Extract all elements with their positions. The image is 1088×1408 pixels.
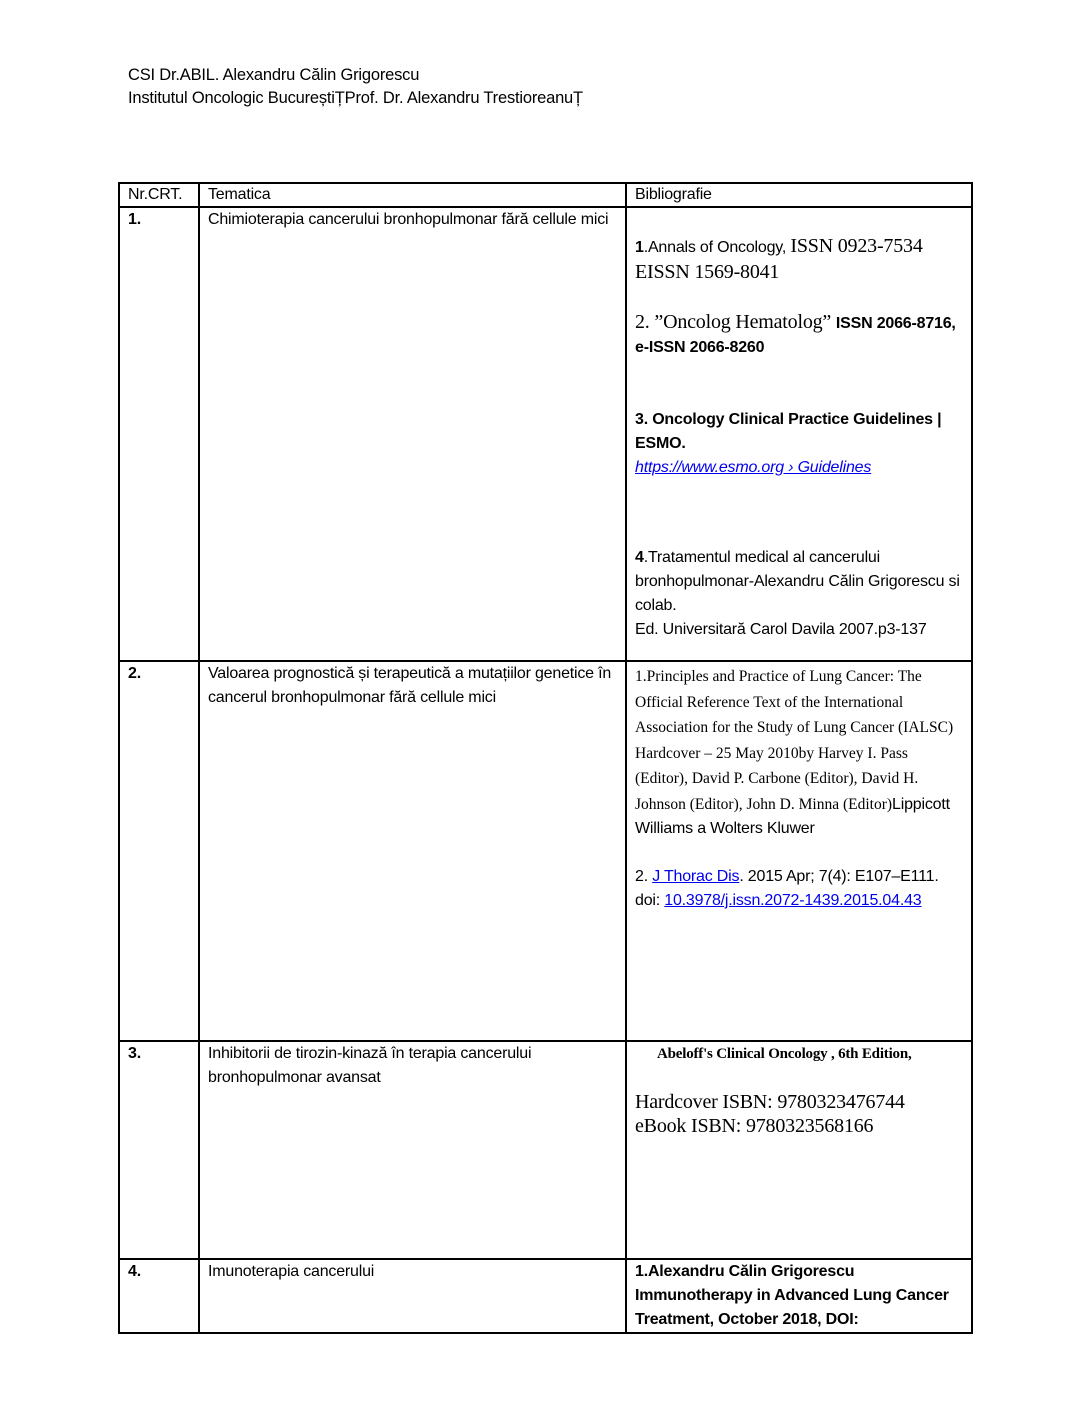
row-bibliography xyxy=(626,1041,972,1259)
bib-item-1 xyxy=(635,234,963,284)
column-header-nr: Nr.CRT. xyxy=(119,183,199,207)
bib-item-3 xyxy=(635,408,963,480)
bib-journal: .Annals of Oncology, xyxy=(643,239,791,256)
bib-citation: . 2015 Apr; 7(4): E107–E111. xyxy=(739,868,939,885)
bib-item-2 xyxy=(635,310,963,360)
bib-doi xyxy=(635,889,963,913)
row-bibliography xyxy=(626,661,972,1041)
row-number: 4. xyxy=(119,1259,199,1333)
row-topic: Valoarea prognostică și terapeutică a mutațiilor genetice în cancerul bronhopulmonar fără cellule mici xyxy=(199,661,626,1041)
row-topic: Chimioterapia cancerului bronhopulmonar fără cellule mici xyxy=(199,207,626,661)
bib-publisher: Ed. Universitară Carol Davila 2007.p3-137 xyxy=(635,621,927,638)
row-number: 3. xyxy=(119,1041,199,1259)
bib-issn: ISSN 2066-8716, e-ISSN 2066-8260 xyxy=(635,315,956,356)
bib-item-number: 1 xyxy=(635,239,644,256)
bib-book-title: .Tratamentul medical al cancerului bronhopulmonar-Alexandru Călin Grigorescu si colab. xyxy=(635,549,960,614)
bib-item-number: 2. xyxy=(635,868,653,885)
bib-eissn: EISSN 1569-8041 xyxy=(635,261,780,283)
bib-title: 3. Oncology Clinical Practice Guidelines | ESMO. xyxy=(635,411,942,452)
bib-book-title: Abeloff's Clinical Oncology , 6th Edition, xyxy=(657,1046,912,1062)
bib-ebook-isbn: eBook ISBN: 9780323568166 xyxy=(635,1115,874,1137)
bib-item-number: 4 xyxy=(635,549,644,566)
author-line: CSI Dr.ABIL. Alexandru Călin Grigorescu xyxy=(128,66,420,84)
spacer xyxy=(635,208,963,232)
column-header-bibliografie: Bibliografie xyxy=(626,183,972,207)
bib-journal: 2. ”Oncolog Hematolog” xyxy=(635,311,836,333)
column-header-tematica: Tematica xyxy=(199,183,626,207)
bib-item-4 xyxy=(635,546,963,642)
bib-issn: ISSN 0923-7534 xyxy=(790,235,923,257)
table-row xyxy=(119,207,972,661)
curriculum-table xyxy=(118,182,973,1334)
row-number: 2. xyxy=(119,661,199,1041)
table-row xyxy=(119,1041,972,1259)
esmo-guidelines-link[interactable]: https://www.esmo.org › Guidelines xyxy=(635,459,872,476)
doi-link[interactable]: 10.3978/j.issn.2072-1439.2015.04.43 xyxy=(664,892,922,909)
table-row xyxy=(119,661,972,1041)
institution-line: Institutul Oncologic BucureștiȚProf. Dr. Alexandru TrestioreanuȚ xyxy=(128,89,583,107)
bib-publisher: Lippicott Williams a Wolters Kluwer xyxy=(635,795,950,837)
table-row xyxy=(119,1259,972,1333)
bib-hardcover-isbn: Hardcover ISBN: 9780323476744 xyxy=(635,1091,905,1113)
bib-item-2 xyxy=(635,865,963,913)
row-bibliography: 1.Alexandru Călin Grigorescu Immunotherapy in Advanced Lung Cancer Treatment, October 2018, DOI: xyxy=(626,1259,972,1333)
bib-book-reference: 1.Principles and Practice of Lung Cancer: The Official Reference Text of the International Association for the Study of Lung Cancer (IALSC) Hardcover – 25 May 2010by Harvey I. Pass (Editor), David P. Carbone (Editor), David H. Johnson (Editor), John D. Minna (Editor) xyxy=(635,668,954,813)
doi-label: doi: xyxy=(635,892,665,909)
table-header-row xyxy=(119,183,972,207)
bib-item-1 xyxy=(635,662,963,841)
row-number: 1. xyxy=(119,207,199,661)
journal-link[interactable]: J Thorac Dis xyxy=(652,868,740,885)
row-topic: Inhibitorii de tirozin-kinază în terapia cancerului bronhopulmonar avansat xyxy=(199,1041,626,1259)
row-topic: Imunoterapia cancerului xyxy=(199,1259,626,1333)
row-bibliography xyxy=(626,207,972,661)
